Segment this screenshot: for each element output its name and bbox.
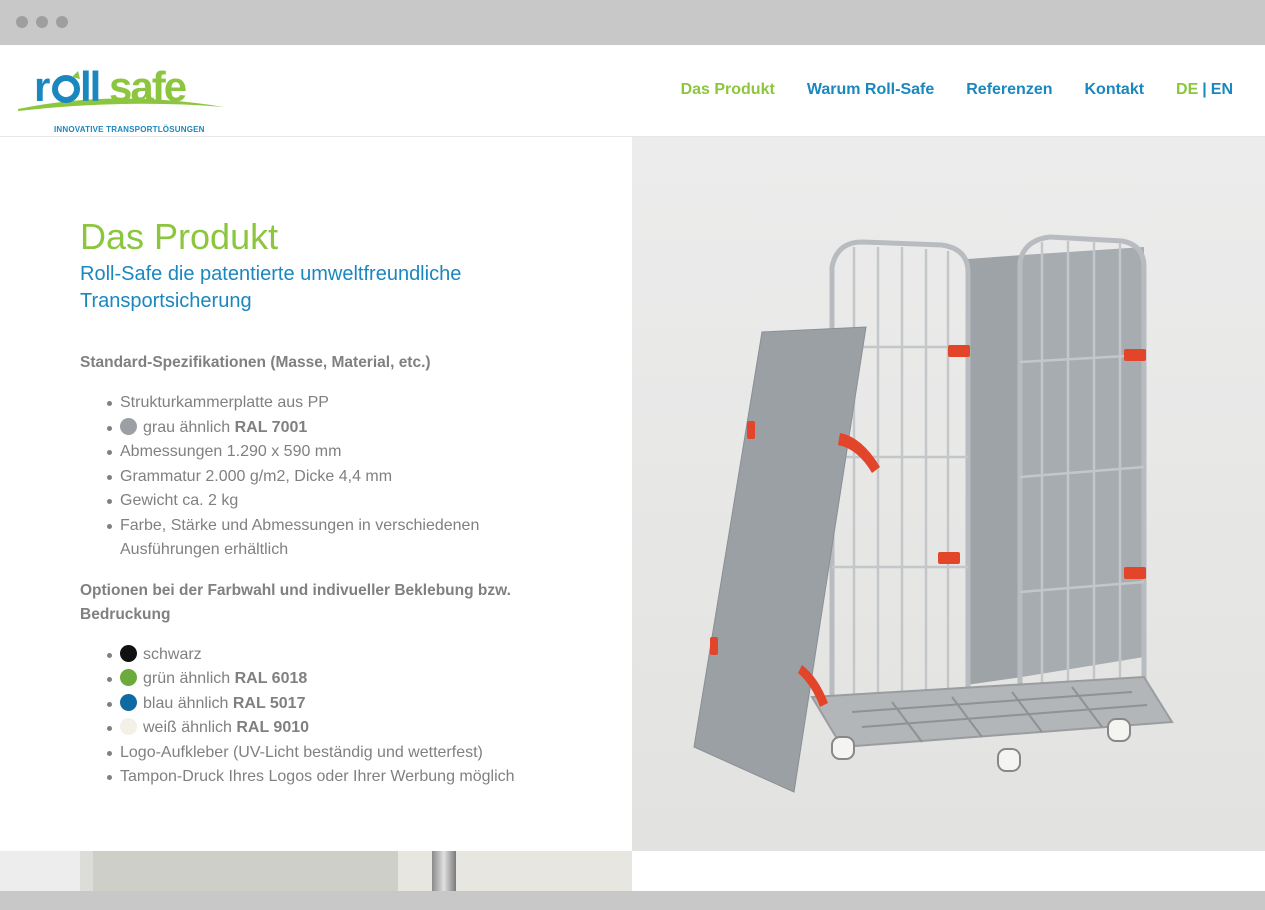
svg-text:safe: safe xyxy=(109,63,186,110)
product-photo xyxy=(632,137,1265,851)
ral-code: RAL 6018 xyxy=(234,670,308,687)
next-section-preview xyxy=(0,851,632,891)
color-swatch-gray xyxy=(120,418,137,435)
spec-text: grau ähnlich xyxy=(143,418,235,436)
options-heading: Optionen bei der Farbwahl und indivueller Beklebung bzw. Bedruckung xyxy=(80,581,511,623)
site-header xyxy=(0,45,1265,137)
color-swatch-white xyxy=(120,718,137,735)
preview-image-middle xyxy=(93,851,398,891)
list-item xyxy=(104,741,540,766)
ral-code: RAL 9010 xyxy=(236,719,310,736)
window-close-dot[interactable] xyxy=(16,16,28,28)
svg-text:r: r xyxy=(34,63,49,110)
option-text: weiß ähnlich xyxy=(143,719,237,736)
lang-en[interactable]: EN xyxy=(1210,81,1233,98)
spec-text: Strukturkammerplatte aus PP xyxy=(120,394,329,411)
list-item xyxy=(104,692,540,717)
nav-kontakt[interactable]: Kontakt xyxy=(1084,81,1145,98)
option-text: blau ähnlich xyxy=(143,694,233,712)
spec-text: Farbe, Stärke und Abmessungen in verschiedenen Ausführungen erhältlich xyxy=(120,516,480,558)
list-item xyxy=(104,440,540,465)
list-item xyxy=(104,391,540,416)
nav-referenzen[interactable]: Referenzen xyxy=(966,81,1053,98)
option-text: Tampon-Druck Ihres Logos oder Ihrer Werbung möglich xyxy=(120,768,515,785)
rollsafe-logo-graphic xyxy=(14,59,229,125)
spec-text: Gewicht ca. 2 kg xyxy=(120,492,239,509)
page-title: Das Produkt xyxy=(80,216,279,257)
color-swatch-green xyxy=(120,669,137,686)
spec-text: Abmessungen 1.290 x 590 mm xyxy=(120,443,342,460)
color-swatch-blue xyxy=(120,694,137,711)
color-swatch-black xyxy=(120,645,137,662)
preview-pole xyxy=(432,851,456,891)
spec-heading: Standard-Spezifikationen (Masse, Material, etc.) xyxy=(80,354,431,371)
browser-title-bar xyxy=(0,0,1265,45)
spec-text: Grammatur 2.000 g/m2, Dicke 4,4 mm xyxy=(120,467,393,485)
list-item xyxy=(104,489,540,514)
list-item xyxy=(104,643,540,668)
web-page xyxy=(0,45,1265,891)
logo-tagline: INNOVATIVE TRANSPORTLÖSUNGEN xyxy=(54,125,205,134)
list-item xyxy=(104,514,540,563)
nav-warum-roll-safe[interactable]: Warum Roll-Safe xyxy=(806,81,935,98)
window-maximize-dot[interactable] xyxy=(56,16,68,28)
options-list xyxy=(80,643,540,790)
main-navigation xyxy=(681,81,1233,99)
page-subtitle: Roll-Safe die patentierte umweltfreundliche Transportsicherung xyxy=(80,263,462,312)
window-minimize-dot[interactable] xyxy=(36,16,48,28)
lang-de[interactable]: DE xyxy=(1176,81,1199,98)
ral-code: RAL 5017 xyxy=(232,694,306,712)
option-text: schwarz xyxy=(143,645,202,663)
language-switcher xyxy=(1176,81,1233,99)
nav-das-produkt[interactable]: Das Produkt xyxy=(680,81,775,98)
ral-code: RAL 7001 xyxy=(234,418,308,436)
list-item xyxy=(104,716,540,741)
list-item xyxy=(104,667,540,692)
svg-text:ll: ll xyxy=(80,63,100,110)
spec-list xyxy=(80,391,540,563)
preview-image-left xyxy=(0,851,80,891)
list-item xyxy=(104,465,540,490)
list-item xyxy=(104,765,540,790)
list-item xyxy=(104,416,540,441)
product-description xyxy=(80,215,540,790)
option-text: Logo-Aufkleber (UV-Licht beständig und wetterfest) xyxy=(120,743,483,761)
option-text: grün ähnlich xyxy=(143,670,235,687)
lang-separator: | xyxy=(1202,81,1207,98)
roll-cage-illustration xyxy=(632,137,1265,851)
rollsafe-logo[interactable] xyxy=(14,59,229,134)
